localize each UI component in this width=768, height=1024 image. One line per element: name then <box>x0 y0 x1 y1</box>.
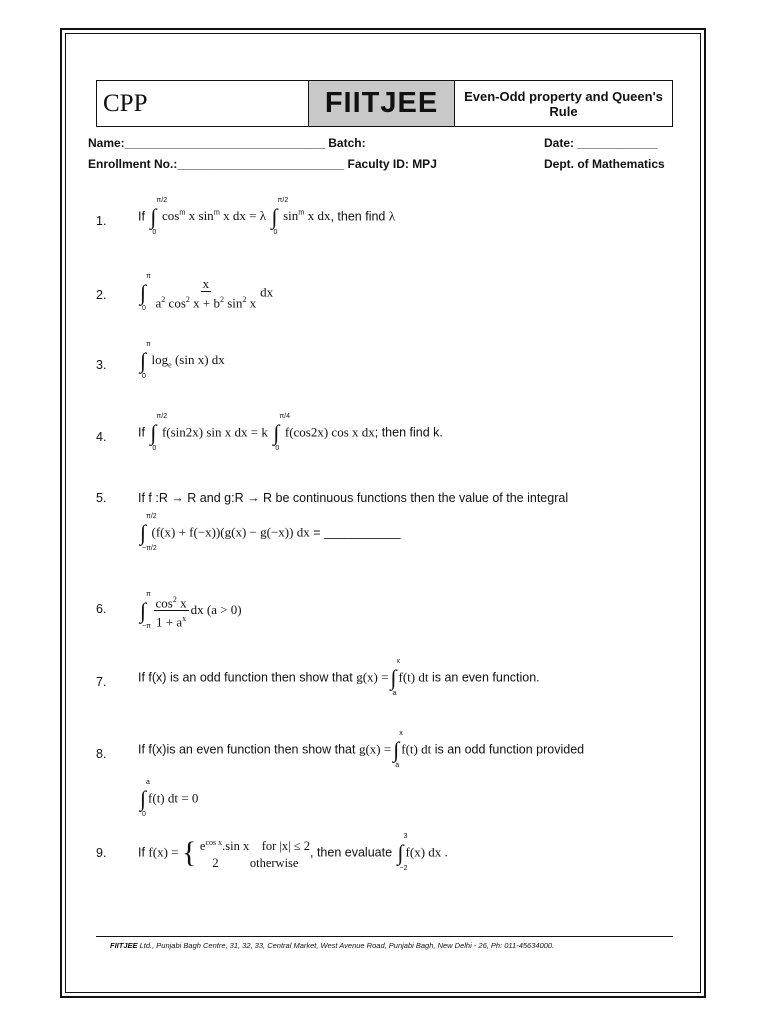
question-5-integral: ∫ π/2 −π/2 (f(x) + f(−x))(g(x) − g(−x)) dx = ___________ <box>140 513 401 552</box>
question-9: If f(x) = { $e^{cos x}.\sin$ x for |x| ≤ 2 2 otherwise, then evaluate ∫ 3 −2 f(x) dx . <box>138 833 448 873</box>
enrollment-faculty-line: Enrollment No.:_________________________ Faculty ID: MPJ <box>88 157 437 171</box>
question-number: 5. <box>96 491 107 505</box>
header-title: CPP <box>97 81 309 126</box>
question-1: If ∫ π/2 0 $\cos^m x$ $\sin^m x$ dx = λ ∫ π/2 0 $\sin^m x$ dx, then find λ <box>138 197 396 236</box>
question-number: 3. <box>96 358 107 372</box>
q4-text: ; then find k. <box>374 425 443 440</box>
dept-line: Dept. of Mathematics <box>544 157 665 171</box>
question-number: 7. <box>96 675 107 689</box>
question-8: If f(x)is an even function then show that g(x) =∫ x a f(t) dt is an odd function provided <box>138 730 585 769</box>
question-number: 9. <box>96 846 107 860</box>
question-number: 1. <box>96 214 107 228</box>
q7-pre: If f(x) is an odd function then show that <box>138 670 353 685</box>
q8-pre: If f(x)is an even function then show that <box>138 742 356 757</box>
question-number: 6. <box>96 602 107 616</box>
footer-address: Ltd., Punjabi Bagh Centre, 31, 32, 33, Central Market, West Avenue Road, Punjabi Bagh, New Delhi - 26, Ph: 011-45634000. <box>139 941 555 950</box>
q5-blank: = ___________ <box>313 525 401 540</box>
question-2: ∫ π 0 $\frac{x}{a^2 \cos^2 x + b^2 \sin^2 x}$ dx <box>140 273 274 313</box>
question-8-condition: ∫ a 0 f(t) dt = 0 <box>140 779 199 818</box>
q1-text: , then find <box>330 209 386 224</box>
name-batch-line: Name:______________________________ Batch: <box>88 136 366 150</box>
question-number: 8. <box>96 747 107 761</box>
question-4: If ∫ π/2 0 f(sin2x) sin x dx = k ∫ π/4 0 f(cos2x) cos x dx; then find k. <box>138 413 443 452</box>
question-number: 2. <box>96 288 107 302</box>
footer <box>110 941 554 950</box>
fiitjee-logo: FIITJEE <box>309 81 455 126</box>
header-topic: Even-Odd property and Queen's Rule <box>464 88 663 119</box>
q9-text: , then evaluate <box>310 845 393 860</box>
date-line: Date: ____________ <box>544 136 658 150</box>
question-6: ∫ π −π $\frac{\cos^2 x}{1 + a^x}$ dx (a > 0) <box>140 590 242 630</box>
q7-post: is an even function. <box>431 670 540 685</box>
q8-post: is an odd function provided <box>434 742 585 757</box>
question-3: ∫ π 0 $\log_e (\sin$ x) dx <box>140 341 225 380</box>
footer-divider <box>96 936 673 937</box>
question-5-line1: If f :R → R and g:R → R be continuous functions then the value of the integral <box>138 491 569 505</box>
question-number: 4. <box>96 430 107 444</box>
question-7: If f(x) is an odd function then show that g(x) =∫ x a f(t) dt is an even function. <box>138 658 540 697</box>
footer-brand: FIITJEE <box>110 941 138 950</box>
header-box <box>96 80 673 127</box>
